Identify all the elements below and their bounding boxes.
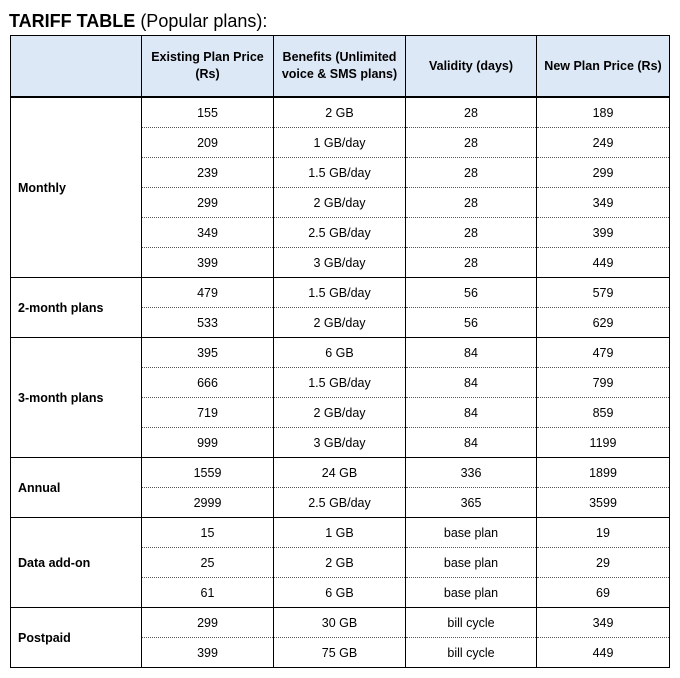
category-cell: Postpaid	[11, 608, 142, 668]
table-row	[11, 458, 670, 488]
cell-existing-price: 299	[142, 608, 274, 638]
cell-validity: 336	[406, 458, 537, 488]
title-bold: TARIFF TABLE	[9, 11, 136, 31]
cell-validity: 84	[406, 428, 537, 458]
cell-existing-price: 533	[142, 308, 274, 338]
cell-benefits: 1.5 GB/day	[274, 158, 406, 188]
cell-new-price: 69	[537, 578, 670, 608]
cell-benefits: 2.5 GB/day	[274, 218, 406, 248]
table-row	[11, 97, 670, 128]
cell-benefits: 30 GB	[274, 608, 406, 638]
cell-existing-price: 1559	[142, 458, 274, 488]
header-new-price: New Plan Price (Rs)	[537, 36, 670, 98]
cell-existing-price: 999	[142, 428, 274, 458]
cell-validity: 28	[406, 128, 537, 158]
cell-benefits: 2 GB	[274, 548, 406, 578]
cell-validity: base plan	[406, 578, 537, 608]
cell-validity: bill cycle	[406, 608, 537, 638]
cell-validity: 365	[406, 488, 537, 518]
cell-validity: 84	[406, 368, 537, 398]
category-cell: 2-month plans	[11, 278, 142, 338]
category-cell: 3-month plans	[11, 338, 142, 458]
cell-validity: 28	[406, 97, 537, 128]
cell-benefits: 2 GB	[274, 97, 406, 128]
cell-validity: base plan	[406, 518, 537, 548]
cell-new-price: 19	[537, 518, 670, 548]
cell-existing-price: 209	[142, 128, 274, 158]
cell-existing-price: 25	[142, 548, 274, 578]
cell-validity: 28	[406, 218, 537, 248]
cell-existing-price: 2999	[142, 488, 274, 518]
cell-benefits: 3 GB/day	[274, 248, 406, 278]
category-cell: Annual	[11, 458, 142, 518]
cell-new-price: 799	[537, 368, 670, 398]
cell-new-price: 449	[537, 248, 670, 278]
header-category	[11, 36, 142, 98]
table-body	[11, 97, 670, 668]
cell-benefits: 2 GB/day	[274, 398, 406, 428]
cell-validity: 28	[406, 188, 537, 218]
cell-validity: base plan	[406, 548, 537, 578]
category-cell: Monthly	[11, 97, 142, 278]
cell-benefits: 1.5 GB/day	[274, 278, 406, 308]
cell-new-price: 249	[537, 128, 670, 158]
cell-benefits: 1.5 GB/day	[274, 368, 406, 398]
tariff-table	[10, 35, 670, 668]
cell-benefits: 2.5 GB/day	[274, 488, 406, 518]
cell-benefits: 75 GB	[274, 638, 406, 668]
cell-new-price: 1199	[537, 428, 670, 458]
cell-validity: 28	[406, 158, 537, 188]
header-benefits: Benefits (Unlimited voice & SMS plans)	[274, 36, 406, 98]
cell-new-price: 579	[537, 278, 670, 308]
cell-new-price: 629	[537, 308, 670, 338]
header-existing-price: Existing Plan Price (Rs)	[142, 36, 274, 98]
cell-existing-price: 666	[142, 368, 274, 398]
table-header	[11, 36, 670, 98]
cell-existing-price: 349	[142, 218, 274, 248]
cell-existing-price: 61	[142, 578, 274, 608]
cell-new-price: 859	[537, 398, 670, 428]
cell-new-price: 399	[537, 218, 670, 248]
cell-existing-price: 299	[142, 188, 274, 218]
cell-validity: 56	[406, 278, 537, 308]
cell-existing-price: 239	[142, 158, 274, 188]
cell-new-price: 479	[537, 338, 670, 368]
table-row	[11, 278, 670, 308]
cell-new-price: 3599	[537, 488, 670, 518]
cell-benefits: 6 GB	[274, 338, 406, 368]
cell-new-price: 1899	[537, 458, 670, 488]
cell-benefits: 1 GB/day	[274, 128, 406, 158]
cell-benefits: 24 GB	[274, 458, 406, 488]
cell-benefits: 6 GB	[274, 578, 406, 608]
category-cell: Data add-on	[11, 518, 142, 608]
header-validity: Validity (days)	[406, 36, 537, 98]
cell-validity: 84	[406, 338, 537, 368]
table-row	[11, 338, 670, 368]
cell-existing-price: 395	[142, 338, 274, 368]
page-title	[9, 10, 267, 32]
cell-existing-price: 399	[142, 248, 274, 278]
cell-existing-price: 479	[142, 278, 274, 308]
cell-benefits: 2 GB/day	[274, 308, 406, 338]
cell-new-price: 299	[537, 158, 670, 188]
cell-validity: 84	[406, 398, 537, 428]
cell-existing-price: 399	[142, 638, 274, 668]
cell-validity: 28	[406, 248, 537, 278]
cell-validity: 56	[406, 308, 537, 338]
cell-new-price: 189	[537, 97, 670, 128]
cell-new-price: 349	[537, 608, 670, 638]
cell-existing-price: 155	[142, 97, 274, 128]
cell-benefits: 3 GB/day	[274, 428, 406, 458]
cell-existing-price: 15	[142, 518, 274, 548]
cell-benefits: 2 GB/day	[274, 188, 406, 218]
cell-validity: bill cycle	[406, 638, 537, 668]
cell-new-price: 449	[537, 638, 670, 668]
header-row	[11, 36, 670, 98]
table-row	[11, 518, 670, 548]
cell-existing-price: 719	[142, 398, 274, 428]
cell-new-price: 349	[537, 188, 670, 218]
cell-benefits: 1 GB	[274, 518, 406, 548]
table-row	[11, 608, 670, 638]
cell-new-price: 29	[537, 548, 670, 578]
title-subtitle: (Popular plans):	[135, 11, 268, 31]
